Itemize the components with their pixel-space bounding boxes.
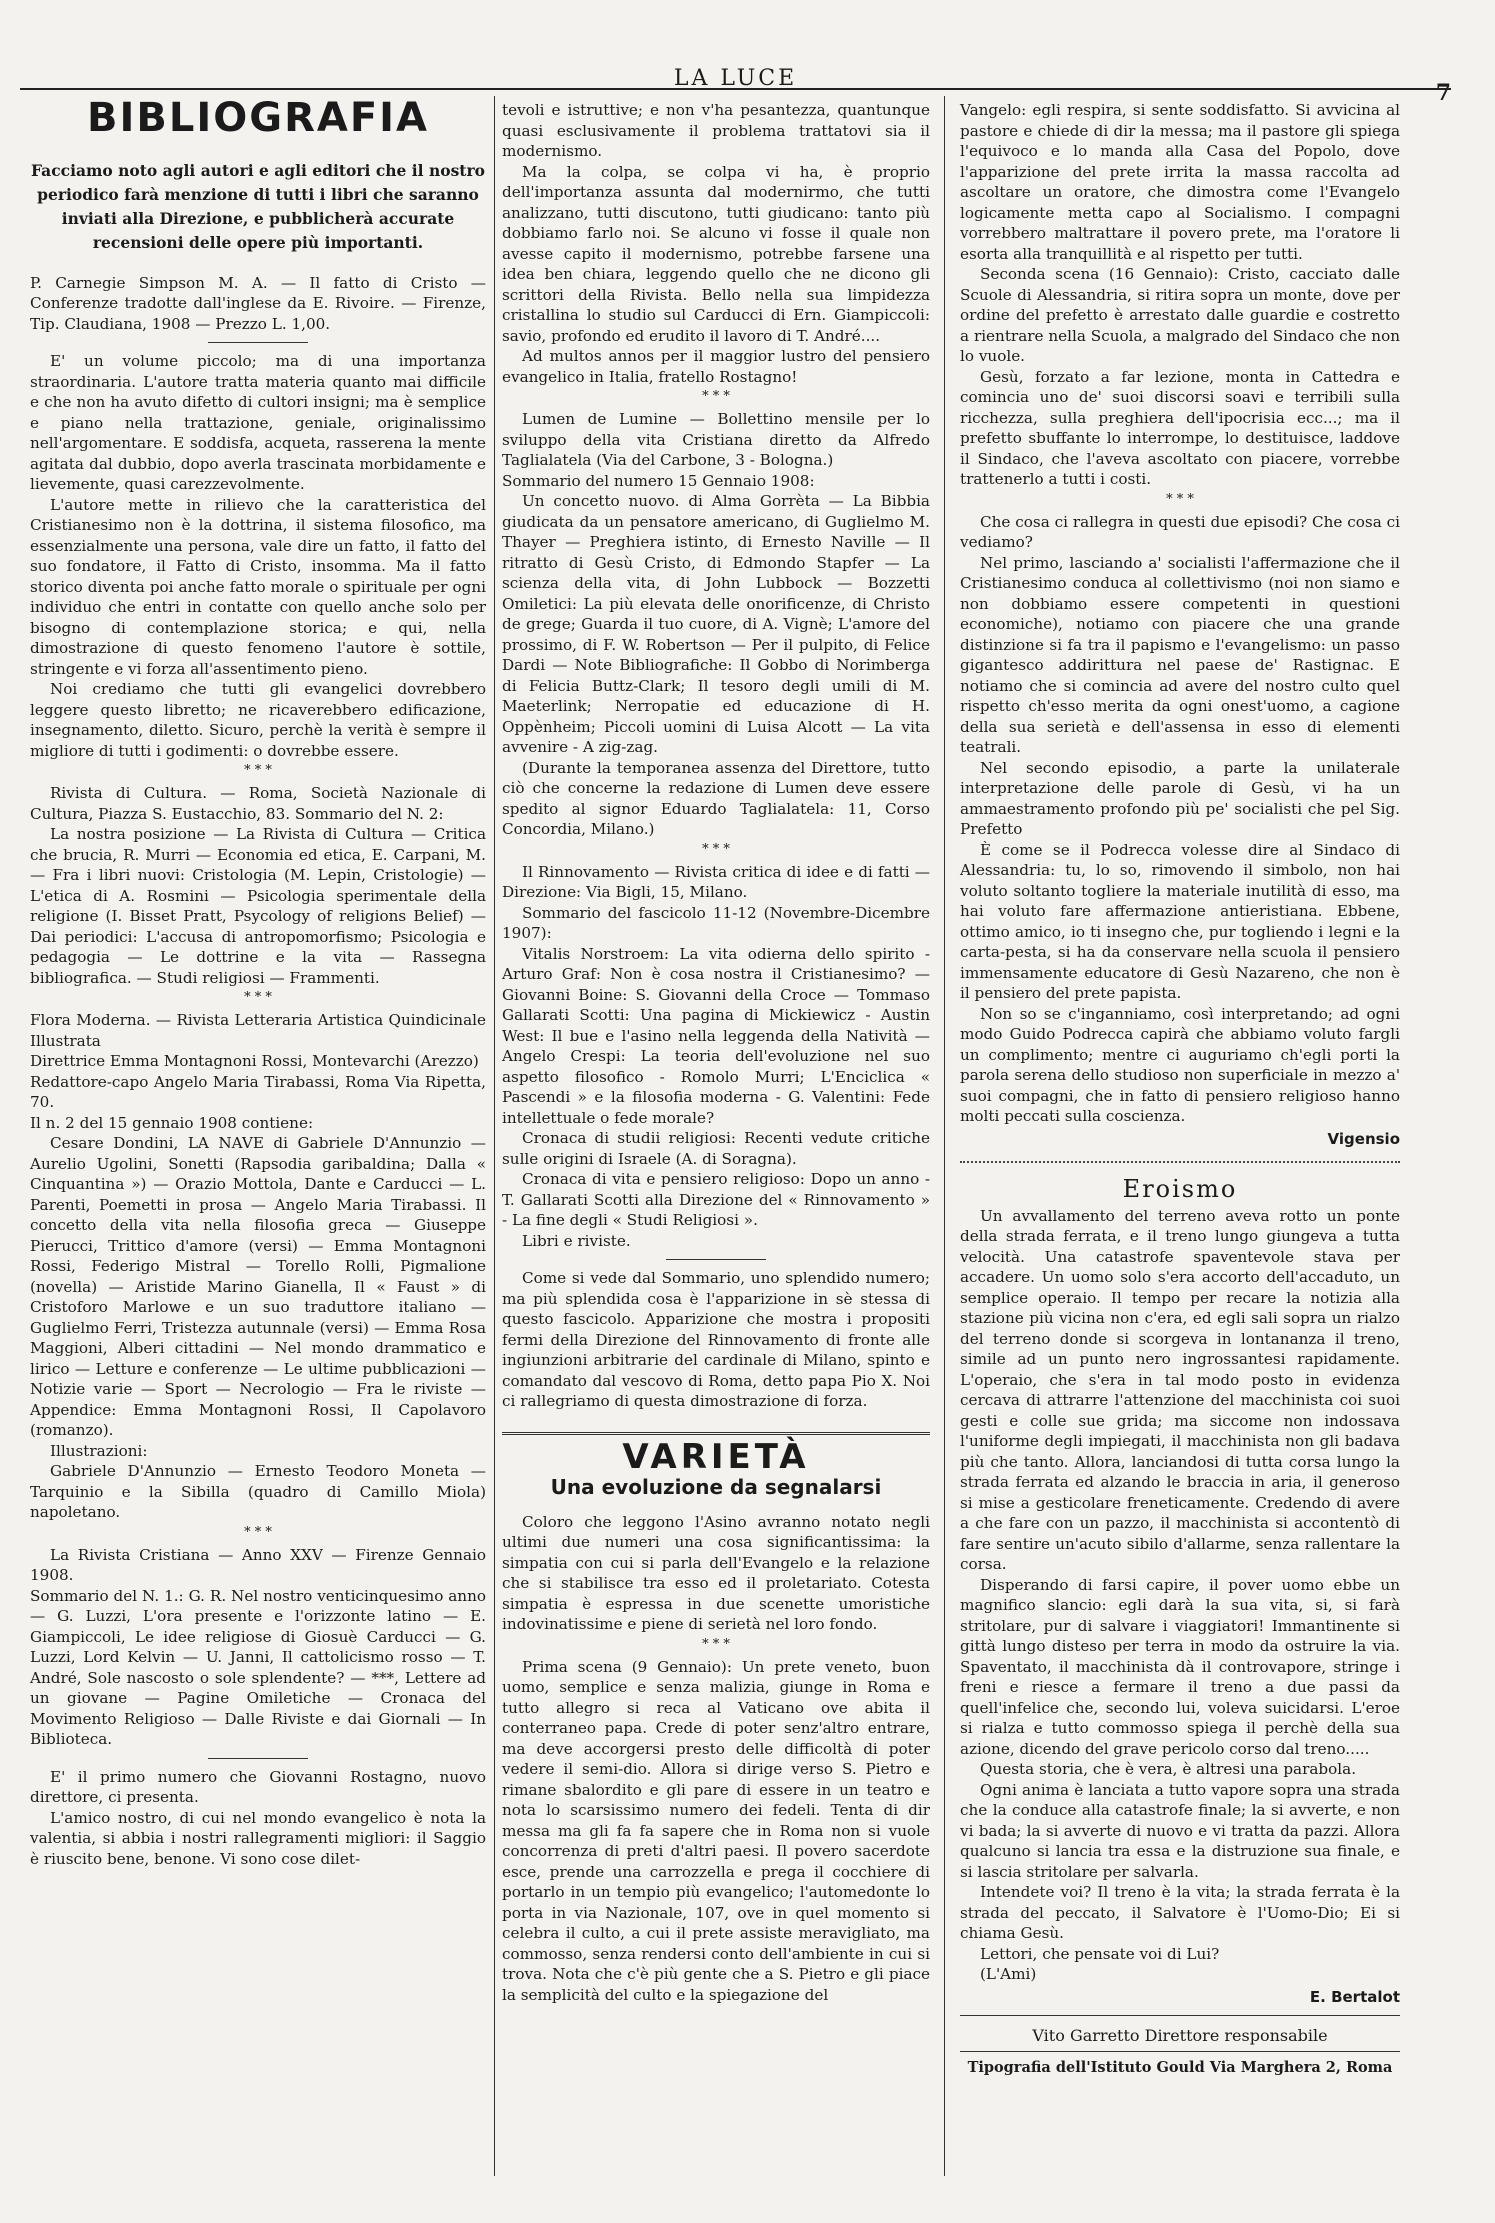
review-paragraph: Cronaca di vita e pensiero religioso: Dopo un anno - T. Gallarati Scotti alla Direzione del « Rinnovamento » - La fine degli « Studi Religiosi ». bbox=[502, 1170, 930, 1229]
footer-box bbox=[960, 2015, 1400, 2052]
printer-line: Tipografia dell'Istituto Gould Via Marghera 2, Roma bbox=[967, 2058, 1393, 2076]
article-paragraph: Vangelo: egli respira, si sente soddisfatto. Si avvicina al pastore e chiede di dir la messa; ma il pastore gli spiega l'equivoco e lo manda alla Casa del Popolo, dove l'apparizione del prete irrita la massa raccolta ad ascoltare un oratore, che dimostra come l'Evangelo logicamente metta capo al Socialismo. I compagni vorrebbero maltrattare il povero prete, ma l'oratore li esorta alla tranquillità e al rispetto per tutti. bbox=[960, 101, 1400, 263]
column-1 bbox=[30, 95, 486, 1869]
article-paragraph: (L'Ami) bbox=[980, 1965, 1037, 1983]
article-paragraph: Seconda scena (16 Gennaio): Cristo, cacciato dalle Scuole di Alessandria, si ritira sopra un monte, dove per ordine del prefetto è arrestato dalle guardie e costretto a rientrare nella Scuola, a malgrado del Sindaco che non lo vuole. bbox=[960, 265, 1400, 365]
column-divider bbox=[944, 96, 945, 2176]
review-paragraph: La nostra posizione — La Rivista di Cultura — Critica che brucia, R. Murri — Economia ed etica, E. Carpani, M. — Fra i libri nuovi: Cristologia (M. Lepin, Cristologie) — L'etica di A. Rosmini — Psicologia sperimentale della religione (I. Bisset Pratt, Psycology of religions Belief) — Dai periodici: L'accusa di antropomorfismo; Psicologia e pedagogia — Le dottrine e la vita — Rassegna bibliografica. — Studi religiosi — Frammenti. bbox=[30, 825, 486, 987]
review-paragraph: Cronaca di studii religiosi: Recenti vedute critiche sulle origini di Israele (A. di Soragna). bbox=[502, 1129, 930, 1168]
author-signature: E. Bertalot bbox=[1309, 1987, 1400, 2006]
article-paragraph: Ad multos annos per il maggior lustro del pensiero evangelico in Italia, fratello Rostagno! bbox=[502, 347, 930, 386]
divider bbox=[208, 1758, 308, 1759]
review-heading: Rivista di Cultura. — Roma, Società Nazionale di Cultura, Piazza S. Eustacchio, 83. Sommario del N. 2: bbox=[30, 784, 486, 823]
editor-notice: Facciamo noto agli autori e agli editori che il nostro periodico farà menzione di tutti i libri che saranno inviati alla Direzione, e pubblicherà accurate recensioni delle opere più importanti. bbox=[31, 160, 485, 252]
review-heading: Il Rinnovamento — Rivista critica di idee e di fatti — Direzione: Via Bigli, 15, Milano. bbox=[502, 862, 930, 901]
review-paragraph: Il n. 2 del 15 gennaio 1908 contiene: bbox=[30, 1113, 314, 1132]
review-paragraph: Redattore-capo Angelo Maria Tirabassi, Roma Via Ripetta, 70. bbox=[30, 1072, 486, 1111]
article-paragraph: Disperando di farsi capire, il pover uomo ebbe un magnifico slancio: egli darà la sua vita, si, si farà stritolare, pur di salvare i viaggiatori! Immantinente si gittà lungo disteso per terra in modo da ostruire la via. Spaventato, il macchinista dà il controvapore, stringe i freni e riesce a fermare il treno a due passi da quell'infelice che, secondo lui, voleva suicidarsi. L'eroe si rialza e tutto commosso spiega il perchè della sua azione, dicendo del grave pericolo corso dal treno..... bbox=[960, 1575, 1400, 1758]
review-paragraph: Vitalis Norstroem: La vita odierna dello spirito - Arturo Graf: Non è cosa nostra il Cristianesimo? — Giovanni Boine: S. Giovanni della Croce — Tommaso Gallarati Scotti: Una pagina di Mickiewicz - Austin West: Il bue e l'asino nella leggenda della Natività — Angelo Crespi: La teoria dell'evoluzione nel suo aspetto filosofico - Romolo Murri; L'Enciclica « Pascendi » e la filosofia moderna - G. Valentini: Fede intellettuale o fede morale? bbox=[502, 944, 930, 1127]
review-paragraph: E' un volume piccolo; ma di una importanza straordinaria. L'autore tratta materia quanto mai difficile e che non ha avuto difetto di cultori insigni; ma è semplice e piano nella trattazione, geniale, originalissimo nell'argomentare. E soddisfa, acqueta, rasserena la mente agitata dal dubbio, dopo averla trascinata morbidamente e lievemente, quasi carezzevolmente. bbox=[30, 352, 486, 493]
article-paragraph: Coloro che leggono l'Asino avranno notato negli ultimi due numeri una cosa significantissima: la simpatia con cui si parla dell'Evangelo e la relazione che si stabilisce tra esso ed il proletariato. Cotesta simpatia è espressa in due scenette umoristiche indovinatissime e piene di serietà nel loro fondo. bbox=[502, 1512, 930, 1633]
review-heading: La Rivista Cristiana — Anno XXV — Firenze Gennaio 1908. bbox=[30, 1545, 486, 1584]
review-paragraph: Illustrazioni: bbox=[50, 1441, 148, 1460]
review-heading: Flora Moderna. — Rivista Letteraria Artistica Quindicinale Illustrata bbox=[30, 1011, 486, 1050]
asterism: * * * bbox=[1166, 491, 1194, 507]
page-header bbox=[20, 52, 1451, 106]
article-subtitle: Una evoluzione da segnalarsi bbox=[550, 1475, 882, 1499]
review-paragraph: Sommario del N. 1.: G. R. Nel nostro venticinquesimo anno — G. Luzzi, L'ora presente e l'orizzonte latino — E. Giampiccoli, Le idee religiose di Giosuè Carducci — G. Luzzi, Lord Kelvin — U. Janni, Il cattolicismo rosso — T. André, Sole nascosto o sole splendente? — ***, Lettere ad un giovane — Pagine Omiletiche — Cronaca del Movimento Religioso — Dalle Riviste e dai Giornali — In Biblioteca. bbox=[30, 1586, 486, 1748]
article-title-eroismo: Eroismo bbox=[1122, 1175, 1238, 1203]
wavy-divider bbox=[960, 1161, 1400, 1169]
article-paragraph: È come se il Podrecca volesse dire al Sindaco di Alessandria: tu, lo so, rimovendo il simbolo, non hai voluto soltanto togliere la materiale inutilità di esso, ma hai voluto fare affermazione antieristiana. Ebbene, ottimo amico, io ti insegno che, pur togliendo i legni e la carta-pesta, si ha da conservare nella scuola il pensiero immensamente educatore di Gesù Nazareno, che non è il pensiero del prete papista. bbox=[960, 840, 1400, 1002]
review-paragraph: Noi crediamo che tutti gli evangelici dovrebbero leggere questo libretto; ne ricaverebbero edificazione, insegnamento, diletto. Sicuro, perchè la verità è sempre il migliore di tutti i godimenti: o dovrebbe essere. bbox=[30, 680, 486, 760]
section-divider bbox=[502, 1432, 930, 1435]
section-title-bibliografia: BIBLIOGRAFIA bbox=[87, 95, 429, 141]
review-paragraph: Sommario del fascicolo 11-12 (Novembre-Dicembre 1907): bbox=[502, 903, 930, 942]
review-paragraph: Cesare Dondini, LA NAVE di Gabriele D'Annunzio — Aurelio Ugolini, Sonetti (Rapsodia garibaldina; Dalla « Cinquantina ») — Orazio Mottola, Dante e Carducci — L. Parenti, Poemetti in prosa — Angelo Maria Tirabassi. Il concetto della vita nella filosofia greca — Giuseppe Pierucci, Trittico d'amore (versi) — Emma Montagnoni Rossi, Federigo Mistral — Torello Rolli, Pigmalione (novella) — Aristide Marino Gianella, Il « Faust » di Cristoforo Marlowe e un suo traduttore italiano — Guglielmo Ferri, Tristezza autunnale (versi) — Emma Rosa Maggioni, Alberi cittadini — Nel mondo drammatico e lirico — Letture e conferenze — Le ultime pubblicazioni — Notizie varie — Sport — Necrologio — Fra le riviste — Appendice: Emma Montagnoni Rossi, Il Capolavoro (romanzo). bbox=[30, 1134, 486, 1439]
article-paragraph: Lettori, che pensate voi di Lui? bbox=[980, 1944, 1220, 1963]
review-paragraph: E' il primo numero che Giovanni Rostagno, nuovo direttore, ci presenta. bbox=[30, 1767, 486, 1806]
article-paragraph: Gesù, forzato a far lezione, monta in Cattedra e comincia uno de' suoi discorsi soavi e terribili sulla ricchezza, sulla preghiera dell'ipocrisia ecc...; ma il prefetto sbuffante lo interrompe, lo destituisce, laddove il Sindaco, che l'aveva ascoltato con piacere, vorrebbe trattenerlo a tutti i costi. bbox=[960, 367, 1400, 488]
divider bbox=[666, 1259, 766, 1260]
review-paragraph: (Durante la temporanea assenza del Direttore, tutto ciò che concerne la redazione di Lumen deve essere spedito al signor Eduardo Taglialatela: 11, Corso Concordia, Milano.) bbox=[502, 758, 930, 838]
review-paragraph: Come si vede dal Sommario, uno splendido numero; ma più splendida cosa è l'apparizione in sè stessa di questo fascicolo. Apparizione che mostra i propositi fermi della Direzione del Rinnovamento di fronte alle ingiunzioni arbitrarie del cardinale di Milano, spinto e comandato dal vescovo di Roma, detto papa Pio X. Noi ci rallegriamo di questa dimostrazione di forza. bbox=[502, 1269, 930, 1410]
section-title-varieta: VARIETÀ bbox=[622, 1436, 810, 1477]
author-signature: Vigensio bbox=[1327, 1129, 1400, 1148]
article-paragraph: Che cosa ci rallegra in questi due episodi? Che cosa ci vediamo? bbox=[960, 512, 1400, 551]
asterism: * * * bbox=[702, 841, 730, 857]
article-paragraph: Nel secondo episodio, a parte la unilaterale interpretazione delle parole di Gesù, vi ha un ammaestramento profondo più pe' socialisti che pel Sig. Prefetto bbox=[960, 758, 1400, 838]
review-paragraph: Libri e riviste. bbox=[522, 1231, 631, 1250]
asterism: * * * bbox=[702, 1636, 730, 1652]
review-paragraph: L'autore mette in rilievo che la caratteristica del Cristianesimo non è la dottrina, il sistema filosofico, ma essenzialmente una persona, vale dire un fatto, il fatto del suo fondatore, il Fatto di Cristo, insomma. Ma il fatto storico diventa poi anche fatto morale o spirituale per ogni individuo che entri in contatte con quello anche solo per bisogno di contemplazione storica; e qui, nella dimostrazione di questo fenomeno l'autore è sottile, stringente e vi forza all'assentimento pieno. bbox=[30, 495, 486, 678]
review-paragraph: Sommario del numero 15 Gennaio 1908: bbox=[502, 471, 815, 490]
column-divider bbox=[494, 96, 495, 2176]
column-2 bbox=[502, 100, 930, 2005]
asterism: * * * bbox=[244, 763, 272, 778]
article-paragraph: Prima scena (9 Gennaio): Un prete veneto, buon uomo, semplice e senza malizia, giunge in Roma e tutto allegro si reca al Vaticano ove abita il conterraneo papa. Crede di poter senz'altro entrare, ma deve accorgersi presto delle difficoltà di poter vedere il semi-dio. Allora si dirige verso S. Pietro e rimane sbalordito e gli pare di essere in un teatro e nota lo scarsissimo numero dei fedeli. Tenta di dir messa ma gli fa fa sapere che in Roma non si vuole concorrenza di preti d'altri paesi. Il povero sacerdote esce, prende una carrozzella e prega il cocchiere di portarlo in un tempio più evangelico; l'automedonte lo porta in via Nazionale, 107, ove in quel momento si celebra il culto, a cui il prete assiste meravigliato, ma commosso, senza rendersi conto dell'ambiente in cui si trova. Nota che c'è più gente che a S. Pietro e gli piace la semplicità del culto e la spiegazione del bbox=[502, 1657, 930, 2004]
director-line: Vito Garretto Direttore responsabile bbox=[1032, 2026, 1328, 2045]
asterism: * * * bbox=[702, 389, 730, 404]
asterism: * * * bbox=[244, 1524, 272, 1540]
article-paragraph: Non so se c'inganniamo, così interpretando; ad ogni modo Guido Podrecca capirà che abbiamo voluto fargli un complimento; mentre ci auguriamo ch'egli porti la parola serena dello studioso non superficiale in mezzo a' suoi compagni, che in fatto di pensiero religioso hanno molti peccati sulla coscienza. bbox=[960, 1004, 1400, 1125]
article-paragraph: Ma la colpa, se colpa vi ha, è proprio dell'importanza assunta dal modernirmo, che tutti analizzano, tutti discutono, tutti giudicano: tanto più dobbiamo farlo noi. Se alcuno vi fosse il quale non avesse capito il modernismo, potrebbe farsene una idea ben chiara, leggendo quello che ne dicono gli scrittori della Rivista. Bello nella sua limpidezza cristallina lo studio sul Carducci di Ern. Giampiccoli: savio, profondo ed erudito il lavoro di T. André.... bbox=[502, 162, 930, 345]
article-paragraph: Questa storia, che è vera, è altresi una parabola. bbox=[980, 1760, 1357, 1778]
column-3 bbox=[960, 100, 1400, 2078]
article-paragraph: Un avvallamento del terreno aveva rotto un ponte della strada ferrata, e il treno lungo giungeva a tutta velocità. Una catastrofe spaventevole stava per accadere. Un uomo solo s'era accorto dell'accaduto, un semplice operaio. Il tempo per recare la notizia alla stazione più vicina non c'era, ed egli sali sopra un rialzo del terreno donde si scorgeva in lontananza il treno, simile ad un punto nero ingrossantesi rapidamente. L'operaio, che s'era in tal modo posto in evidenza cercava di attrarre l'attenzione del macchinista coi suoi gesti e colle sue grida; ma siccome non indossava l'uniforme degli impiegati, il macchinista non gli badava più che tanto. Allora, lanciandosi di tutta corsa lungo la strada ferrata ed alzando le braccia in aria, il generoso si mise a gesticolare freneticamente. Credendo di avere a che fare con un pazzo, il macchinista si accontentò di fare sentire un'acuto sibilo d'allarme, senza rallentare la corsa. bbox=[960, 1206, 1400, 1573]
review-paragraph: Un concetto nuovo. di Alma Gorrèta — La Bibbia giudicata da un pensatore americano, di Guglielmo M. Thayer — Preghiera istinto, di Ernesto Naville — Il ritratto di Gesù Cristo, di Edmondo Stapfer — La scienza della vita, di John Lubbock — Bozzetti Omiletici: La più elevata delle onorificenze, di Christo de grege; Guarda il tuo cuore, di A. Vignè; L'amore del prossimo, di F. W. Robertson — Per il pulpito, di Felice Dardi — Note Bibliografiche: Il Gobbo di Norimberga di Felicia Buttz-Clark; Il tesoro degli umili di M. Maeterlink; Nerropatie ed educazione di H. Oppènheim; Piccoli uomini di Luisa Alcott — La vita avvenire - A zig-zag. bbox=[502, 492, 930, 756]
article-paragraph: tevoli e istruttive; e non v'ha pesantezza, quantunque quasi esclusivamente il problema trattatovi sia il modernismo. bbox=[502, 101, 930, 160]
page-number: 7 bbox=[1435, 80, 1451, 106]
header-rule bbox=[20, 88, 1451, 90]
divider bbox=[208, 342, 308, 343]
review-heading: Lumen de Lumine — Bollettino mensile per lo sviluppo della vita Cristiana diretto da Alfredo Taglialatela (Via del Carbone, 3 - Bologna.) bbox=[502, 410, 930, 469]
article-paragraph: Ogni anima è lanciata a tutto vapore sopra una strada che la conduce alla catastrofe finale; la si avverte, e non vi bada; la si avverte di nuovo e vi tratta da pazzi. Allora qualcuno si lancia tra essa e la distruzione sua finale, e si lascia stritolare per salvarla. bbox=[960, 1780, 1400, 1881]
masthead: LA LUCE bbox=[673, 66, 798, 91]
article-paragraph: Intendete voi? Il treno è la vita; la strada ferrata è la strada del peccato, il Salvatore è l'Uomo-Dio; Ei si chiama Gesù. bbox=[960, 1883, 1400, 1942]
book-entry: P. Carnegie Simpson M. A. — Il fatto di Cristo — Conferenze tradotte dall'inglese da E. Rivoire. — Firenze, Tip. Claudiana, 1908 — Prezzo L. 1,00. bbox=[30, 273, 486, 333]
article-paragraph: Nel primo, lasciando a' socialisti l'affermazione che il Cristianesimo conduca al collettivismo (noi non siamo e non dobbiamo essere competenti in questioni economiche), notiamo con piacere che una grande distinzione si fa tra il papismo e l'evangelismo: un passo gigantesco addirittura nel paese de' Rastignac. E notiamo che si comincia ad avere del nostro culto quel rispetto ch'esso merita da ogni onest'uomo, a cagione della sua serietà e dell'assensa in esso di elementi teatrali. bbox=[960, 553, 1400, 756]
review-paragraph: Direttrice Emma Montagnoni Rossi, Montevarchi (Arezzo) bbox=[30, 1052, 479, 1070]
asterism: * * * bbox=[244, 990, 272, 1005]
review-paragraph: Gabriele D'Annunzio — Ernesto Teodoro Moneta — Tarquinio e la Sibilla (quadro di Camillo Miola) napoletano. bbox=[30, 1462, 486, 1521]
review-paragraph: L'amico nostro, di cui nel mondo evangelico è nota la valentia, si abbia i nostri rallegramenti migliori: il Saggio è riuscito bene, benone. Vi sono cose dilet- bbox=[30, 1808, 486, 1868]
